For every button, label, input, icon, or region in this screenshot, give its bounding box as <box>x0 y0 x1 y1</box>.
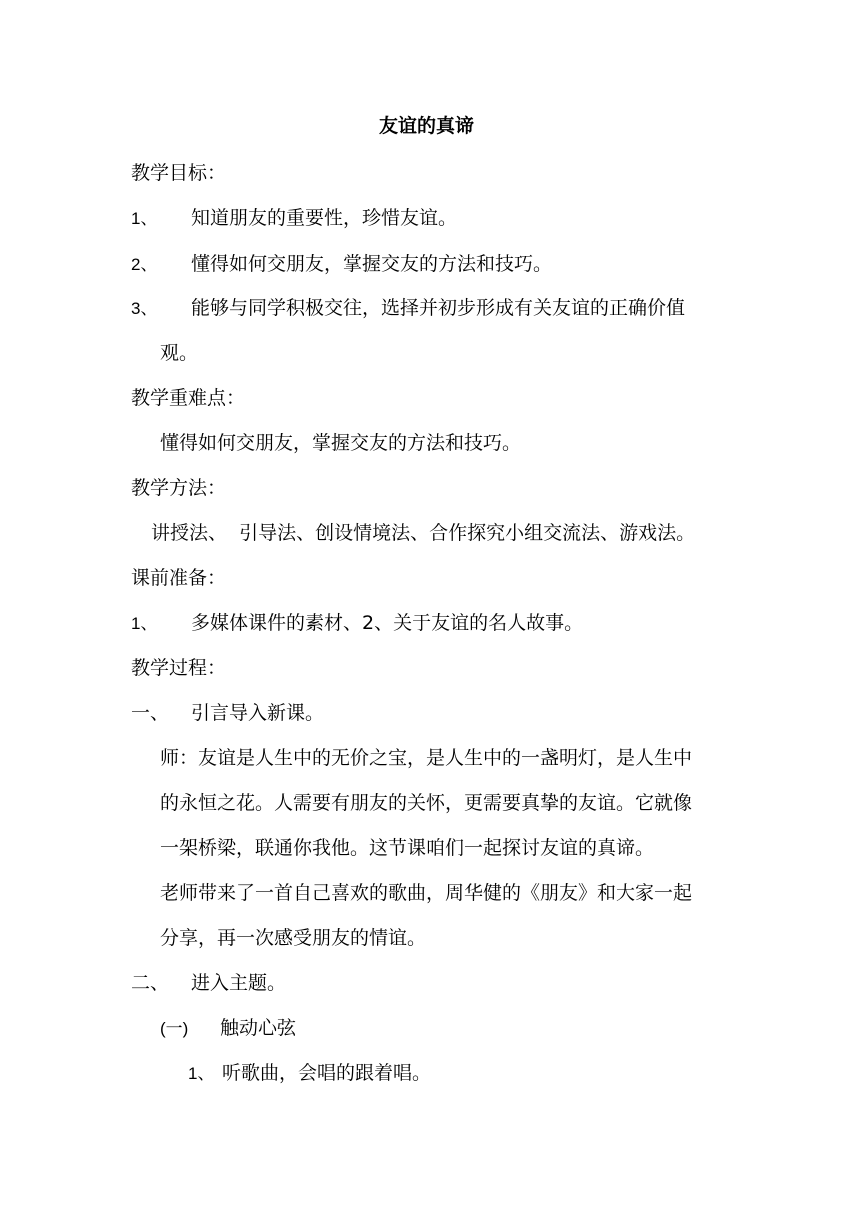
key-points-text: 懂得如何交朋友，掌握交友的方法和技巧。 <box>160 432 522 454</box>
step-1-paragraph-1-line-1: 师：友谊是人生中的无价之宝，是人生中的一盏明灯，是人生中 <box>160 747 693 769</box>
substep-item-1-number: 1、 <box>188 1064 215 1083</box>
methods-heading: 教学方法： <box>131 477 227 499</box>
objective-2-text: 懂得如何交朋友，掌握交友的方法和技巧。 <box>191 253 553 275</box>
objective-1-text: 知道朋友的重要性，珍惜友谊。 <box>191 207 458 229</box>
objective-2-number: 2、 <box>131 255 158 274</box>
objective-3-text: 能够与同学积极交往，选择并初步形成有关友谊的正确价值 <box>191 297 686 319</box>
substep-1-number: (一) <box>160 1019 189 1038</box>
step-2-title: 进入主题。 <box>191 972 287 994</box>
process-heading: 教学过程： <box>131 657 227 679</box>
step-1-paragraph-1-line-2: 的永恒之花。人需要有朋友的关怀，更需要真挚的友谊。它就像 <box>160 792 693 814</box>
preparation-text: 多媒体课件的素材、2、关于友谊的名人故事。 <box>191 612 584 634</box>
objective-3-number: 3、 <box>131 299 158 318</box>
objectives-heading: 教学目标： <box>131 162 227 184</box>
step-1-paragraph-1-line-3: 一架桥梁，联通你我他。这节课咱们一起探讨友谊的真谛。 <box>160 837 655 859</box>
document-title: 友谊的真谛 <box>379 115 475 137</box>
objective-3-continuation: 观。 <box>160 342 199 364</box>
objective-1-number: 1、 <box>131 209 158 228</box>
substep-1-title: 触动心弦 <box>220 1017 297 1039</box>
preparation-heading: 课前准备： <box>131 567 227 589</box>
step-1-paragraph-2-line-1: 老师带来了一首自己喜欢的歌曲，周华健的《朋友》和大家一起 <box>160 882 693 904</box>
substep-item-1-text: 听歌曲，会唱的跟着唱。 <box>222 1062 432 1084</box>
step-1-title: 引言导入新课。 <box>191 702 325 724</box>
key-points-heading: 教学重难点： <box>131 387 246 409</box>
preparation-number: 1、 <box>131 614 158 633</box>
methods-text: 讲授法、 引导法、创设情境法、合作探究小组交流法、游戏法。 <box>151 522 696 544</box>
step-2-number: 二、 <box>131 972 170 994</box>
step-1-paragraph-2-line-2: 分享，再一次感受朋友的情谊。 <box>160 927 427 949</box>
step-1-number: 一、 <box>131 702 170 724</box>
